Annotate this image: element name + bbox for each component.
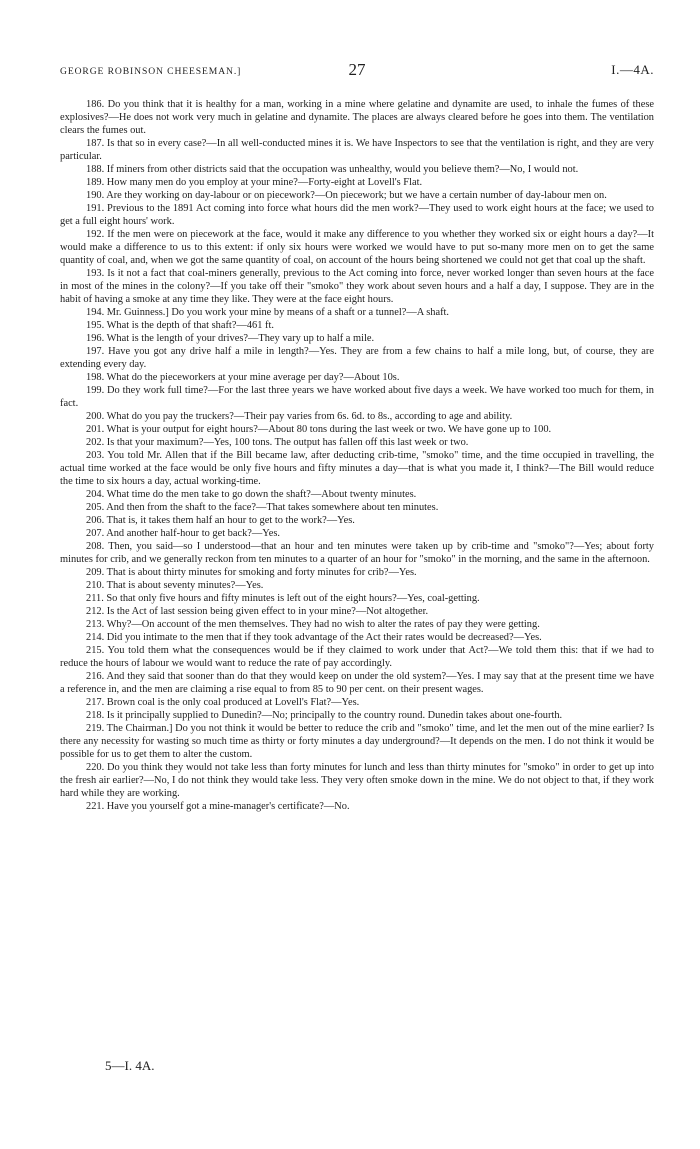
testimony-paragraph: 193. Is it not a fact that coal-miners generally, previous to the Act coming into force, never worked longer than seven hours at the face in most of the mines in the colony?—If you take off their "smoko" they work about seven hours and a half a day, I suppose. They are in the habit of having a smoke at any time they like. They were at the face eight hours.	[60, 268, 654, 305]
testimony-paragraph: 213. Why?—On account of the men themselves. They had no wish to alter the rates of pay they were getting.	[86, 619, 540, 630]
testimony-paragraph: 200. What do you pay the truckers?—Their pay varies from 6s. 6d. to 8s., according to age and ability.	[86, 411, 513, 422]
testimony-paragraph: 189. How many men do you employ at your mine?—Forty-eight at Lovell's Flat.	[86, 177, 423, 188]
testimony-paragraph: 199. Do they work full time?—For the last three years we have worked about five days a week. We have worked too much for them, in fact.	[60, 385, 654, 409]
page-number: 27	[348, 60, 366, 79]
testimony-paragraph: 209. That is about thirty minutes for smoking and forty minutes for crib?—Yes.	[86, 567, 417, 578]
testimony-paragraph: 190. Are they working on day-labour or on piecework?—On piecework; but we have a certain number of day-labour men on.	[86, 190, 607, 201]
testimony-paragraph: 217. Brown coal is the only coal produced at Lovell's Flat?—Yes.	[86, 697, 360, 708]
testimony-paragraph: 214. Did you intimate to the men that if they took advantage of the Act their rates would be decreased?—Yes.	[86, 632, 542, 643]
printer-signature: 5—I. 4A.	[105, 1058, 155, 1073]
testimony-body	[60, 98, 654, 813]
testimony-paragraph: 205. And then from the shaft to the face?—That takes somewhere about ten minutes.	[86, 502, 439, 513]
testimony-paragraph: 221. Have you yourself got a mine-manager's certificate?—No.	[86, 801, 350, 812]
testimony-paragraph: 195. What is the depth of that shaft?—461 ft.	[86, 320, 274, 331]
page-header	[60, 60, 654, 84]
testimony-paragraph: 216. And they said that sooner than do that they would keep on under the old system?—Yes. I may say that at the present time we have a reference in, and the men are claiming a rise equal to from 85 to 90 per cent. on their present wages.	[60, 671, 654, 695]
testimony-paragraph: 218. Is it principally supplied to Dunedin?—No; principally to the country round. Dunedin takes about one-fourth.	[86, 710, 563, 721]
witness-name: GEORGE ROBINSON CHEESEMAN.]	[60, 66, 242, 77]
testimony-paragraph: 212. Is the Act of last session being given effect to in your mine?—Not altogether.	[86, 606, 429, 617]
testimony-paragraph: 188. If miners from other districts said that the occupation was unhealthy, would you believe them?—No, I would not.	[86, 164, 579, 175]
testimony-paragraph: 204. What time do the men take to go down the shaft?—About twenty minutes.	[86, 489, 417, 500]
document-reference: I.—4A.	[611, 62, 654, 77]
testimony-paragraph: 210. That is about seventy minutes?—Yes.	[86, 580, 264, 591]
testimony-paragraph: 191. Previous to the 1891 Act coming into force what hours did the men work?—They used to work eight hours at the face; we used to get a full eight hours' work.	[60, 203, 654, 227]
testimony-paragraph: 207. And another half-hour to get back?—Yes.	[86, 528, 281, 539]
testimony-paragraph: 201. What is your output for eight hours?—About 80 tons during the last week or two. We have gone up to 100.	[86, 424, 552, 435]
testimony-paragraph: 220. Do you think they would not take less than forty minutes for lunch and less than thirty minutes for "smoko" in order to get up into the fresh air earlier?—No, I do not think they would take less. They very often smoke down in the mine. We do not object to that, if they work hard while they are working.	[60, 762, 654, 799]
testimony-paragraph: 197. Have you got any drive half a mile in length?—Yes. They are from a few chains to half a mile long, but, of course, they are extending every day.	[60, 346, 654, 370]
testimony-paragraph: 203. You told Mr. Allen that if the Bill became law, after deducting crib-time, "smoko" time, and the time occupied in travelling, the actual time worked at the face would be only five hours and fifty minutes a day—that is what you made it, I think?—The Bill would reduce the time to six hours a day, actual working-time.	[60, 450, 654, 487]
testimony-paragraph: 187. Is that so in every case?—In all well-conducted mines it is. We have Inspectors to see that the ventilation is right, and they are very particular.	[60, 138, 654, 162]
testimony-paragraph: 208. Then, you said—so I understood—that an hour and ten minutes were taken up by crib-time and "smoko"?—Yes; about forty minutes for crib, and we generally reckon from ten minutes to a quarter of an hour for "smoko" in the morning, and the same in the afternoon.	[60, 541, 654, 565]
testimony-paragraph: 194. Mr. Guinness.] Do you work your mine by means of a shaft or a tunnel?—A shaft.	[86, 307, 450, 318]
testimony-paragraph: 215. You told them what the consequences would be if they claimed to work under that Act?—We told them this: that if we had to reduce the hours of labour we would want to reduce the rate of pay accordingly.	[60, 645, 654, 669]
testimony-paragraph: 196. What is the length of your drives?—They vary up to half a mile.	[86, 333, 375, 344]
testimony-paragraph: 198. What do the pieceworkers at your mine average per day?—About 10s.	[86, 372, 400, 383]
testimony-paragraph: 192. If the men were on piecework at the face, would it make any difference to you whether they worked six or eight hours a day?—It would make a difference to us to this extent: if only six hours were worked we would have to put so-many more men on to get the same quantity of coal, and, when we got the same quantity of coal, on account of the hours being shortened we could not get that coal up the shaft.	[60, 229, 654, 266]
testimony-paragraph: 186. Do you think that it is healthy for a man, working in a mine where gelatine and dynamite are used, to inhale the fumes of these explosives?—He does not work very much in gelatine and dynamite. The places are always cleared before he goes into them. The ventilation clears the fumes out.	[60, 99, 654, 136]
testimony-paragraph: 202. Is that your maximum?—Yes, 100 tons. The output has fallen off this last week or two.	[86, 437, 469, 448]
testimony-paragraph: 206. That is, it takes them half an hour to get to the work?—Yes.	[86, 515, 355, 526]
testimony-paragraph: 219. The Chairman.] Do you not think it would be better to reduce the crib and "smoko" time, and let the men out of the mine earlier? Is there any necessity for wasting so much time as thirty or forty minutes a day underground?—It depends on the men. I do not think it would be possible for us to get them to alter the custom.	[60, 723, 654, 760]
testimony-paragraph: 211. So that only five hours and fifty minutes is left out of the eight hours?—Yes, coal-getting.	[86, 593, 480, 604]
